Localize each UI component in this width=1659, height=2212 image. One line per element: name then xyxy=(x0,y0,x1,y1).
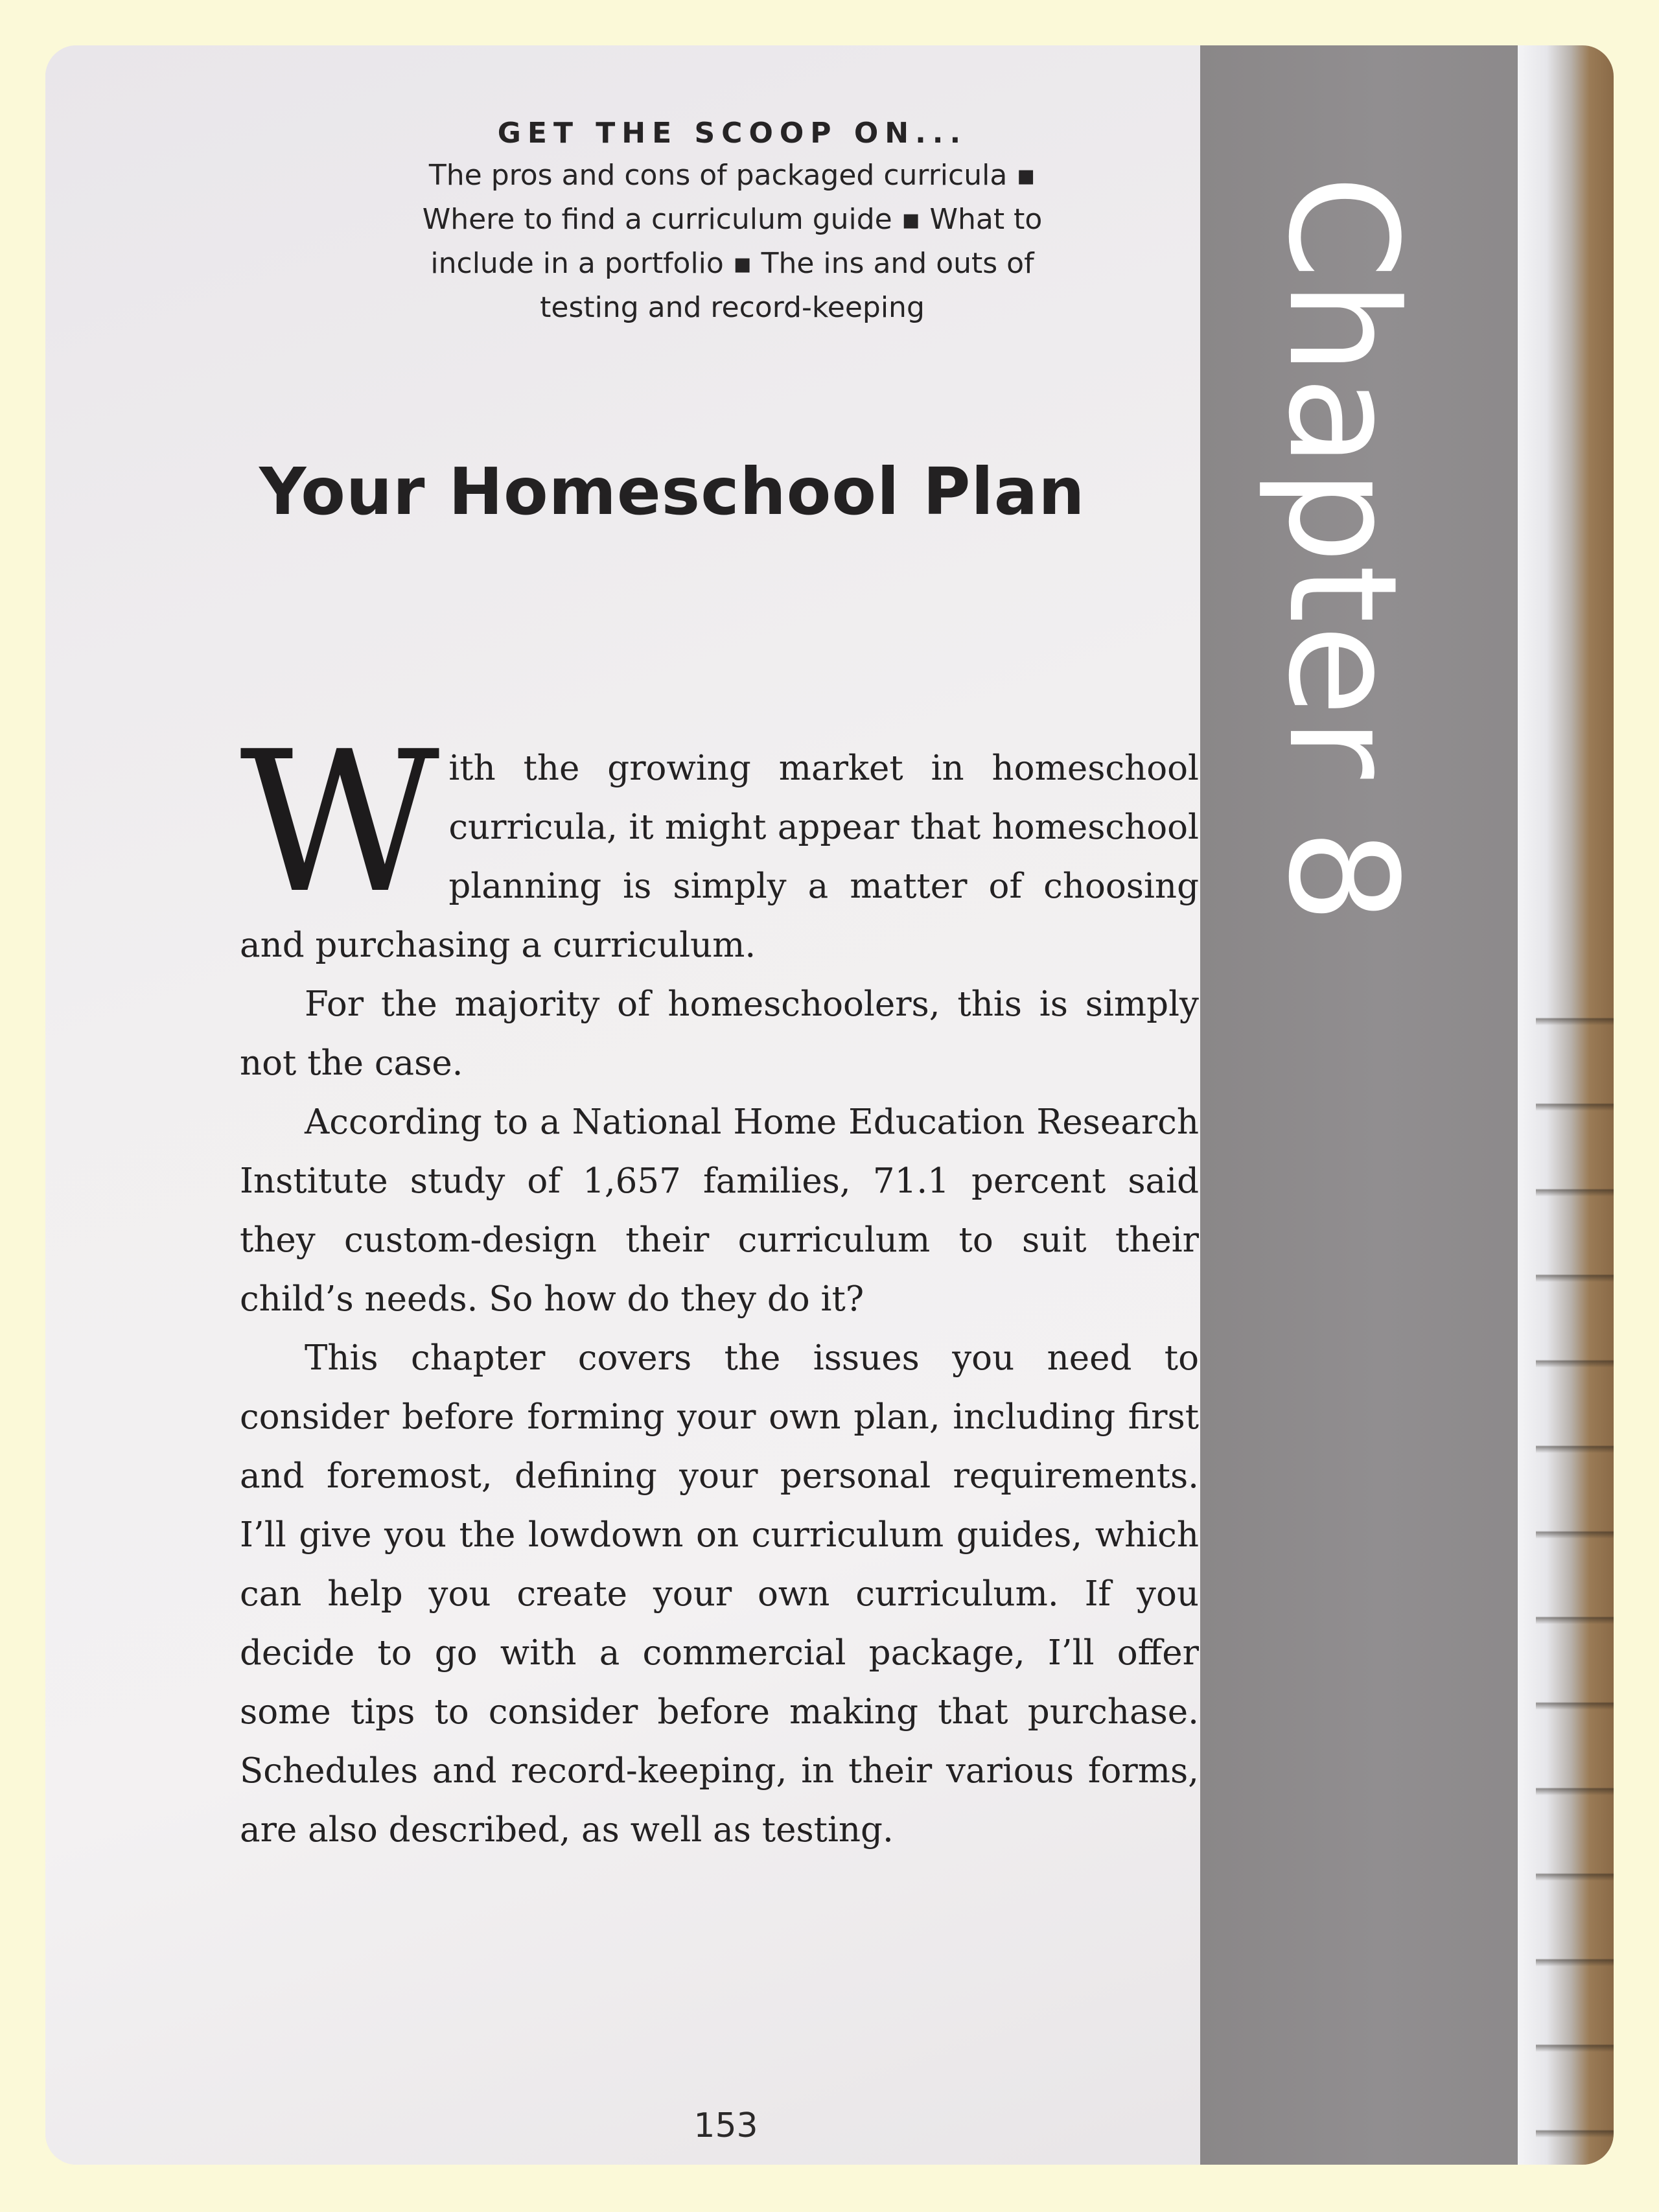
page-edge-shadows xyxy=(1536,940,1614,2165)
scoop-line: include in a portfolio ▪ The ins and outs of xyxy=(430,247,1034,280)
scoop-line: The pros and cons of packaged curricula ▪ xyxy=(428,159,1036,192)
paragraph xyxy=(240,710,1199,975)
scoop-line: Where to find a curriculum guide ▪ What to xyxy=(422,203,1043,236)
scoop-line: testing and record-keeping xyxy=(540,291,925,324)
book-page xyxy=(45,45,1270,2165)
scoop-box xyxy=(343,117,1121,330)
paragraph-text: ith the growing market in homeschool curricula, it might appear that homeschool planning is simply a matter of choosing and purchasing a curriculum. xyxy=(240,749,1199,965)
page-number: 153 xyxy=(693,2106,758,2145)
book-photo xyxy=(45,45,1614,2165)
chapter-heading: Your Homeschool Plan xyxy=(259,454,1085,530)
paragraph: According to a National Home Education Research Institute study of 1,657 families, 71.1 percent said they custom-design their curriculum to suit their child’s needs. So how do they do it? xyxy=(240,1102,1199,1319)
chapter-label: Chapter 8 xyxy=(1255,175,1428,925)
drop-cap: W xyxy=(240,710,440,936)
body-text xyxy=(240,710,1199,1859)
scoop-heading: GET THE SCOOP ON... xyxy=(497,117,968,150)
scoop-list xyxy=(343,154,1121,330)
paragraph: This chapter covers the issues you need to consider before forming your own plan, including first and foremost, defining your personal requirements. I’ll give you the lowdown on curriculum guides, which can help you create your own curriculum. If you decide to go with a commercial package, I’ll offer some tips to consider before making that purchase. Schedules and record-keeping, in their various forms, are also described, as well as testing. xyxy=(240,1338,1199,1850)
paragraph: For the majority of homeschoolers, this is simply not the case. xyxy=(240,984,1199,1083)
